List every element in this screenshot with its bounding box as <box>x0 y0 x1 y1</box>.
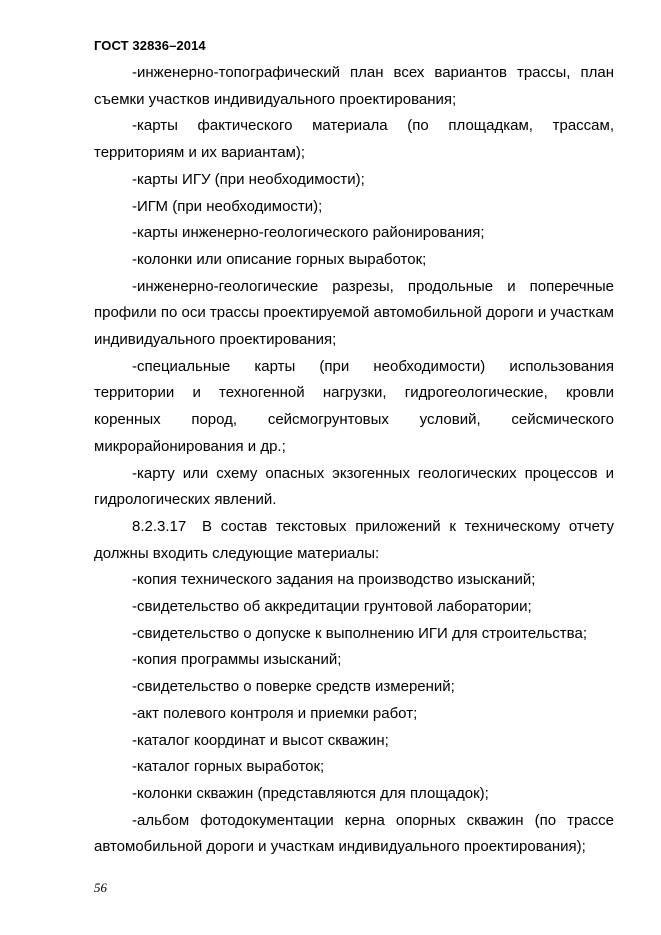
document-header: ГОСТ 32836–2014 <box>94 38 206 53</box>
list-item: -акт полевого контроля и приемки работ; <box>132 704 418 722</box>
list-item: -копия технического задания на производство изысканий; <box>132 571 536 589</box>
document-body <box>94 60 614 861</box>
list-item: -карты фактического материала (по площадкам, трассам, территориям и их вариантам); <box>94 117 614 162</box>
list-item: -колонки скважин (представляются для площадок); <box>132 784 489 802</box>
list-item: -каталог горных выработок; <box>132 758 325 776</box>
list-item: -свидетельство о допуске к выполнению ИГИ для строительства; <box>132 624 587 642</box>
list-item: -альбом фотодокументации керна опорных скважин (по трассе автомобильной дороги и участкам индивидуального проектирования); <box>94 811 614 856</box>
clause-number: 8.2.3.17 <box>132 517 187 535</box>
list-item: -свидетельство об аккредитации грунтовой лаборатории; <box>132 598 532 616</box>
list-item: -карты инженерно-геологического районирования; <box>132 224 485 242</box>
list-item: -колонки или описание горных выработок; <box>132 250 427 268</box>
list-item: -инженерно-геологические разрезы, продольные и поперечные профили по оси трассы проектируемой автомобильной дороги и участкам индивидуального проектирования; <box>94 277 614 349</box>
list-item: -свидетельство о поверке средств измерений; <box>132 678 455 696</box>
list-item: -инженерно-топографический план всех вариантов трассы, план съемки участков индивидуального проектирования; <box>94 64 614 108</box>
list-item: -карты ИГУ (при необходимости); <box>132 170 365 188</box>
clause-text: В состав текстовых приложений к техническому отчету должны входить следующие материалы: <box>94 517 614 562</box>
list-item: -каталог координат и высот скважин; <box>132 731 389 749</box>
list-item: -специальные карты (при необходимости) использования территории и техногенной нагрузки, гидрогеологические, кровли коренных пород, сейсмогрунтовых условий, сейсмического микрорайонирования и др.; <box>94 357 614 455</box>
list-item: -карту или схему опасных экзогенных геологических процессов и гидрологических явлений. <box>94 464 614 509</box>
list-item: -копия программы изысканий; <box>132 651 342 669</box>
list-item: -ИГМ (при необходимости); <box>132 197 323 215</box>
clause-paragraph <box>94 514 614 567</box>
page-number: 56 <box>94 880 107 895</box>
